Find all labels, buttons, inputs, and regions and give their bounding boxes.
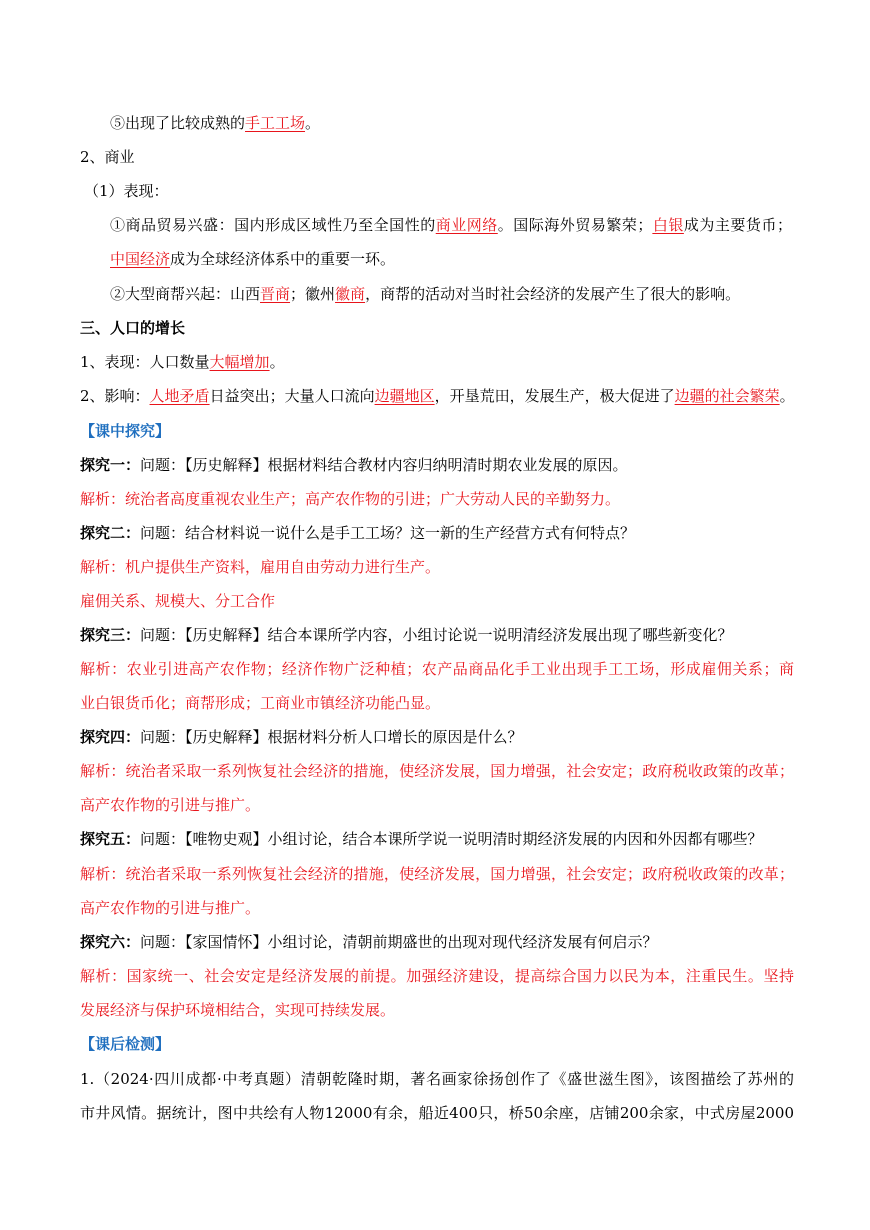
population-heading: 三、人口的增长: [80, 319, 186, 337]
commerce-heading: 2、商业: [80, 148, 135, 166]
inquiry-answer-1: 解析：统治者高度重视农业生产；高产农作物的引进；广大劳动人民的辛勤努力。: [80, 490, 621, 508]
keyword-hui-merchants: 徽商: [335, 285, 366, 303]
commerce-point-2: ②大型商帮兴起：山西晋商；徽州徽商，商帮的活动对当时社会经济的发展产生了很大的影响。: [110, 285, 741, 303]
inquiry-question-6: 探究六：问题：【家国情怀】小组讨论，清朝前期盛世的出现对现代经济发展有何启示？: [80, 933, 658, 951]
inquiry-answer-4-line-2: 高产农作物的引进与推广。: [80, 796, 261, 814]
commerce-sub-heading: （1）表现：: [84, 182, 169, 200]
keyword-jin-merchants: 晋商: [260, 285, 291, 303]
keyword-silver: 白银: [652, 216, 684, 234]
inquiry-answer-5-line-1: 解析：统治者采取一系列恢复社会经济的措施，使经济发展，国力增强，社会安定；政府税收政策的改革；: [80, 865, 794, 883]
inquiry-question-3: 探究三：问题：【历史解释】结合本课所学内容，小组讨论说一说明清经济发展出现了哪些新变化？: [80, 626, 733, 644]
keyword-large-increase: 大幅增加: [209, 353, 270, 371]
keyword-land-conflict: 人地矛盾: [149, 387, 210, 405]
test-heading: 【课后检测】: [80, 1035, 171, 1053]
inquiry-answer-3-line-1: 解析：农业引进高产农作物；经济作物广泛种植；农产品商品化手工业出现手工工场，形成雇佣关系；商: [80, 660, 794, 678]
inquiry-answer-3-line-2: 业白银货币化；商帮形成；工商业市镇经济功能凸显。: [80, 694, 441, 712]
inquiry-answer-2: 解析：机户提供生产资料，雇用自由劳动力进行生产。: [80, 558, 441, 576]
commerce-point-1-line-1: ①商品贸易兴盛：国内形成区域性乃至全国性的商业网络。国际海外贸易繁荣；白银成为主要货币；: [110, 216, 792, 234]
inquiry-answer-4-line-1: 解析：统治者采取一系列恢复社会经济的措施，使经济发展，国力增强，社会安定；政府税收政策的改革；: [80, 762, 794, 780]
test-question-1-line-2: 市井风情。据统计，图中共绘有人物12000有余，船近400只，桥50余座，店铺200余家，中式房屋2000: [80, 1104, 794, 1122]
inquiry-question-5: 探究五：问题：【唯物史观】小组讨论，结合本课所学说一说明清时期经济发展的内因和外因都有哪些？: [80, 830, 763, 848]
keyword-commercial-network: 商业网络: [435, 216, 498, 234]
keyword-handicraft-workshop: 手工工场: [245, 114, 306, 132]
commerce-point-1-line-2: 中国经济成为全球经济体系中的重要一环。: [110, 250, 396, 268]
inquiry-answer-5-line-2: 高产农作物的引进与推广。: [80, 899, 261, 917]
keyword-chinese-economy: 中国经济: [110, 250, 171, 268]
inquiry-heading: 【课中探究】: [80, 422, 171, 440]
inquiry-question-2: 探究二：问题：结合材料说一说什么是手工工场？这一新的生产经营方式有何特点？: [80, 524, 636, 542]
inquiry-answer-6-line-1: 解析：国家统一、社会安定是经济发展的前提。加强经济建设，提高综合国力以民为本，注重民生。坚持: [80, 967, 794, 985]
inquiry-answer-2b: 雇佣关系、规模大、分工合作: [80, 592, 276, 610]
agri-item-5: ⑤出现了比较成熟的手工工场。: [110, 114, 321, 132]
keyword-frontier: 边疆地区: [374, 387, 435, 405]
population-line-1: 1、表现：人口数量大幅增加。: [80, 353, 285, 371]
keyword-frontier-prosperity: 边疆的社会繁荣: [674, 387, 780, 405]
population-line-2: 2、影响：人地矛盾日益突出；大量人口流向边疆地区，开垦荒田，发展生产，极大促进了边疆的社会繁荣。: [80, 387, 795, 405]
test-question-1-line-1: 1.（2024·四川成都·中考真题）清朝乾隆时期，著名画家徐扬创作了《盛世滋生图》，该图描绘了苏州的: [80, 1070, 794, 1088]
inquiry-question-1: 探究一：问题：【历史解释】根据材料结合教材内容归纳明清时期农业发展的原因。: [80, 456, 628, 474]
inquiry-answer-6-line-2: 发展经济与保护环境相结合，实现可持续发展。: [80, 1001, 396, 1019]
inquiry-question-4: 探究四：问题：【历史解释】根据材料分析人口增长的原因是什么？: [80, 728, 523, 746]
